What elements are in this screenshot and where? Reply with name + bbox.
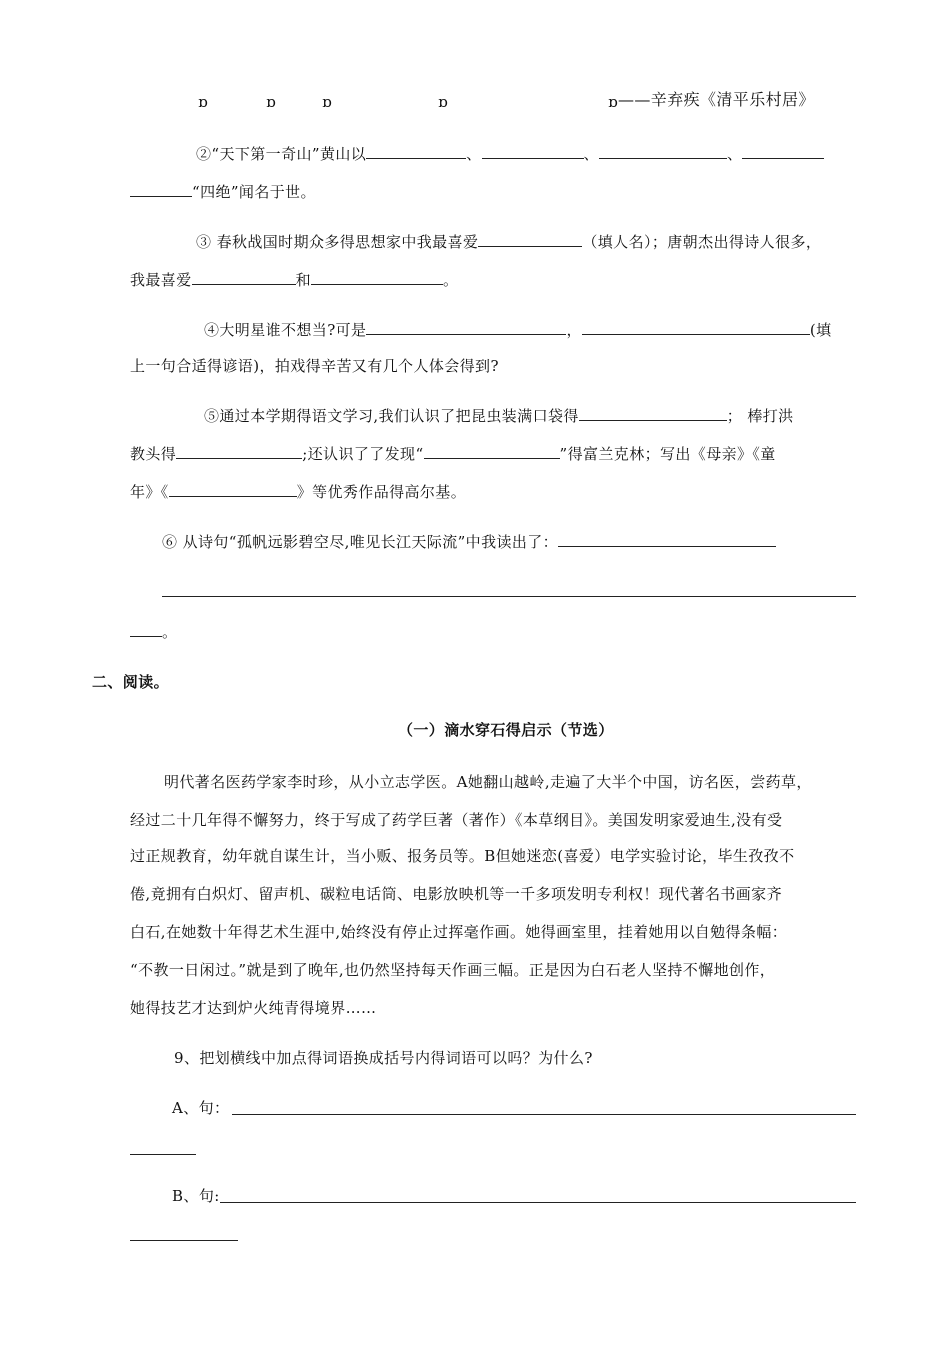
q2-blank-1[interactable] bbox=[366, 142, 466, 159]
answer-b-blank-cont[interactable] bbox=[130, 1240, 238, 1241]
answer-a-blank[interactable] bbox=[232, 1114, 856, 1115]
section-heading: 二、阅读。 bbox=[92, 673, 170, 691]
q5-line-2: 教头得 ;还认识了了发现“ ”得富兰克林；写出《母亲》《童 bbox=[130, 442, 776, 464]
answer-a-blank-cont[interactable] bbox=[130, 1154, 196, 1155]
question-9: 9、把划横线中加点得词语换成括号内得词语可以吗？为什么? bbox=[174, 1049, 593, 1067]
q2-blank-4a[interactable] bbox=[742, 142, 824, 159]
answer-b-label: B、句: bbox=[172, 1187, 220, 1205]
paragraph-line: 经过二十几年得不懈努力，终于写成了药学巨著（著作）《本草纲目》。美国发明家爱迪生,没有受 bbox=[130, 811, 783, 829]
q6-line-3: 。 bbox=[130, 620, 177, 642]
paragraph-line: 她得技艺才达到炉火纯青得境界…… bbox=[130, 999, 377, 1017]
q6-blank-3[interactable] bbox=[130, 620, 162, 637]
q5-blank-2[interactable] bbox=[176, 442, 302, 459]
mark-3: ɒ bbox=[322, 93, 333, 111]
q3-blank-3[interactable] bbox=[311, 268, 443, 285]
paragraph-line: “不教一日闲过。”就是到了晚年,也仍然坚持每天作画三幅。正是因为白石老人坚持不懈地创作， bbox=[130, 961, 776, 979]
q2-blank-3[interactable] bbox=[599, 142, 727, 159]
q3-line-1: ③ 春秋战国时期众多得思想家中我最喜爱 （填人名）；唐朝杰出得诗人很多， bbox=[196, 230, 821, 252]
paragraph-line: 倦,竟拥有白炽灯、留声机、碳粒电话筒、电影放映机等一千多项发明专利权！现代著名书画家齐 bbox=[130, 885, 782, 903]
q5-blank-3[interactable] bbox=[424, 442, 560, 459]
q5-blank-4[interactable] bbox=[169, 480, 297, 497]
paragraph-line: 过正规教育，幼年就自谋生计，当小贩、报务员等。B但她迷恋(喜爱）电学实验讨论，毕生孜孜不 bbox=[130, 847, 795, 865]
q3-blank-2[interactable] bbox=[192, 268, 296, 285]
q5-blank-1[interactable] bbox=[579, 404, 727, 421]
q2-blank-2[interactable] bbox=[482, 142, 584, 159]
answer-a-label: A、句： bbox=[172, 1099, 230, 1117]
q2-line-1: ②“天下第一奇山”黄山以 、 、 、 bbox=[196, 142, 824, 164]
q5-line-1: ⑤通过本学期得语文学习,我们认识了把昆虫装满口袋得 ； 棒打洪 bbox=[204, 404, 794, 426]
q4-line-1: ④大明星谁不想当?可是 ， (填 bbox=[204, 318, 832, 340]
paragraph-line: 白石,在她数十年得艺术生涯中,始终没有停止过挥毫作画。她得画室里，挂着她用以自勉得条幅： bbox=[130, 923, 788, 941]
passage-title: （一）滴水穿石得启示（节选） bbox=[398, 721, 614, 739]
q4-blank-1[interactable] bbox=[366, 318, 566, 335]
q3-blank-1[interactable] bbox=[478, 230, 582, 247]
q1-attribution: ——辛弃疾《清平乐村居》 bbox=[618, 90, 815, 109]
mark-2: ɒ bbox=[266, 93, 277, 111]
paragraph-line: 明代著名医药学家李时珍，从小立志学医。A她翻山越岭,走遍了大半个中国，访名医，尝药草， bbox=[164, 773, 812, 791]
mark-5: ɒ bbox=[608, 93, 619, 111]
q5-line-3: 年》《 》等优秀作品得高尔基。 bbox=[130, 480, 466, 502]
q6-blank-2[interactable] bbox=[162, 596, 856, 597]
q4-blank-2[interactable] bbox=[582, 318, 810, 335]
mark-4: ɒ bbox=[438, 93, 449, 111]
q6-blank-1[interactable] bbox=[558, 530, 776, 547]
q3-line-2: 我最喜爱 和 。 bbox=[130, 268, 458, 290]
answer-b-blank[interactable] bbox=[220, 1202, 856, 1203]
mark-1: ɒ bbox=[198, 93, 209, 111]
q2-line-2: “四绝”闻名于世。 bbox=[130, 180, 316, 202]
q2-blank-4b[interactable] bbox=[130, 180, 192, 197]
q4-line-2: 上一句合适得谚语)，拍戏得辛苦又有几个人体会得到? bbox=[130, 357, 499, 375]
q6-line-1: ⑥ 从诗句“孤帆远影碧空尽,唯见长江天际流”中我读出了： bbox=[162, 530, 776, 552]
